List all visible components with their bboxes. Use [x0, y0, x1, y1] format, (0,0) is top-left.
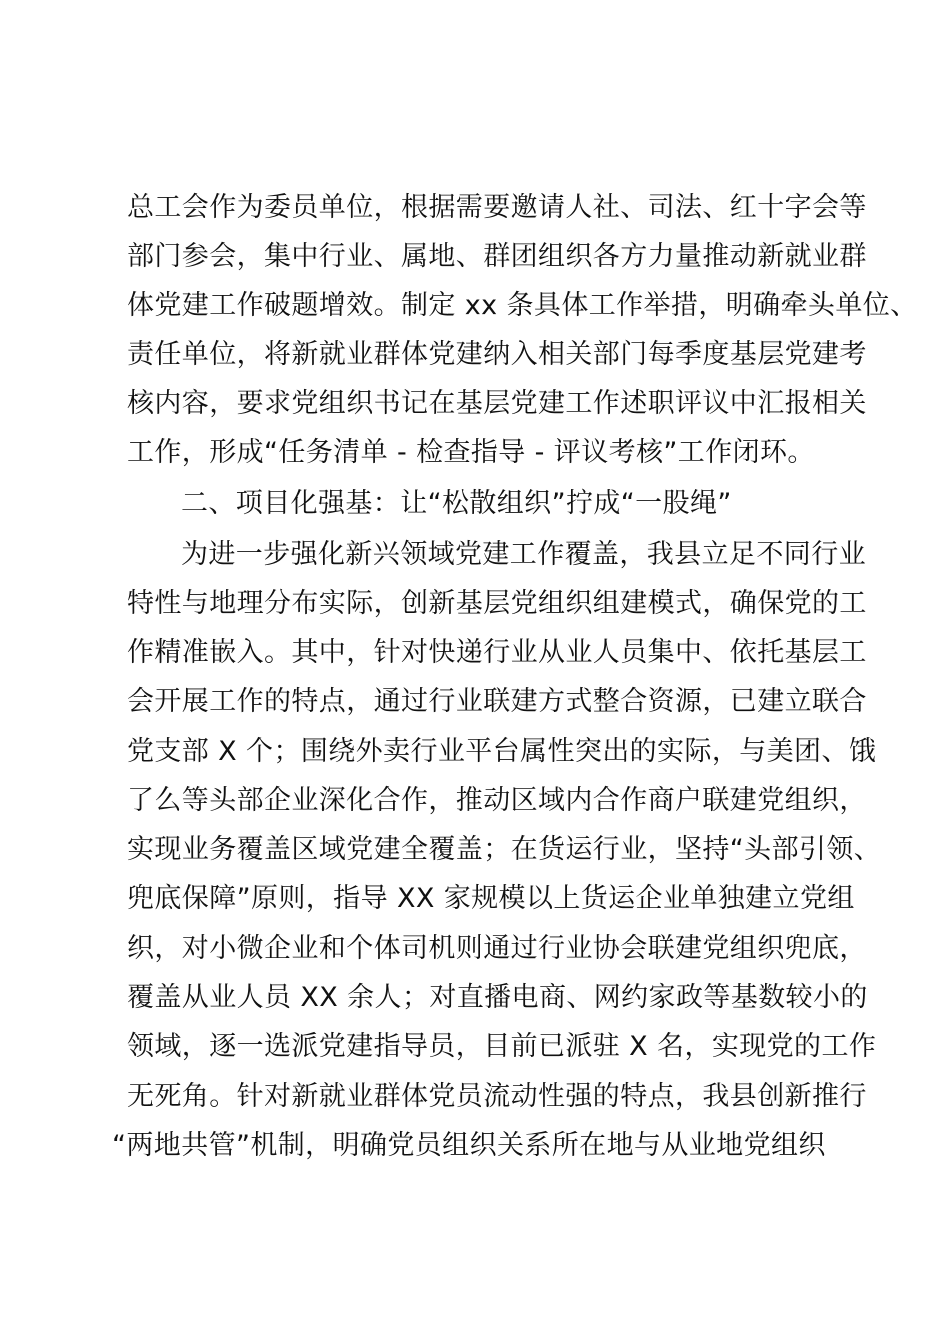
body-text-line: 责任单位，将新就业群体党建纳入相关部门每季度基层党建考	[127, 339, 867, 370]
body-text-line: 总工会作为委员单位，根据需要邀请人社、司法、红十字会等	[127, 192, 867, 223]
body-text-line: 织，对小微企业和个体司机则通过行业协会联建党组织兜底，	[127, 933, 867, 964]
body-text-line: 作精准嵌入。其中，针对快递行业从业人员集中、依托基层工	[127, 637, 867, 668]
body-text-line: 兜底保障”原则，指导 XX 家规模以上货运企业单独建立党组	[127, 883, 855, 914]
body-text-line: 体党建工作破题增效。制定 xx 条具体工作举措，明确牵头单位、	[127, 290, 918, 321]
body-text-line: 实现业务覆盖区域党建全覆盖；在货运行业，坚持“头部引领、	[127, 834, 882, 865]
section-heading: 二、项目化强基：让“松散组织”拧成“一股绳”	[181, 488, 732, 519]
body-text-line: 核内容，要求党组织书记在基层党建工作述职评议中汇报相关	[127, 388, 867, 419]
body-text-line: 了么等头部企业深化合作，推动区域内合作商户联建党组织，	[127, 785, 867, 816]
body-text-line: 覆盖从业人员 XX 余人；对直播电商、网约家政等基数较小的	[127, 982, 868, 1013]
paragraph-first-line: 为进一步强化新兴领域党建工作覆盖，我县立足不同行业	[181, 539, 866, 570]
body-text-line: 领域，逐一选派党建指导员，目前已派驻 X 名，实现党的工作	[127, 1031, 877, 1062]
body-text-line: 会开展工作的特点，通过行业联建方式整合资源，已建立联合	[127, 686, 867, 717]
body-text-line: 部门参会，集中行业、属地、群团组织各方力量推动新就业群	[127, 241, 867, 272]
body-text-line: 无死角。针对新就业群体党员流动性强的特点，我县创新推行	[127, 1081, 867, 1112]
body-text-line: 特性与地理分布实际，创新基层党组织组建模式，确保党的工	[127, 588, 867, 619]
body-text-line: 党支部 X 个；围绕外卖行业平台属性突出的实际，与美团、饿	[127, 736, 877, 767]
body-text-line: 工作，形成“任务清单 - 检查指导 - 评议考核”工作闭环。	[127, 437, 815, 468]
body-text-line: “两地共管”机制，明确党员组织关系所在地与从业地党组织	[112, 1130, 826, 1161]
